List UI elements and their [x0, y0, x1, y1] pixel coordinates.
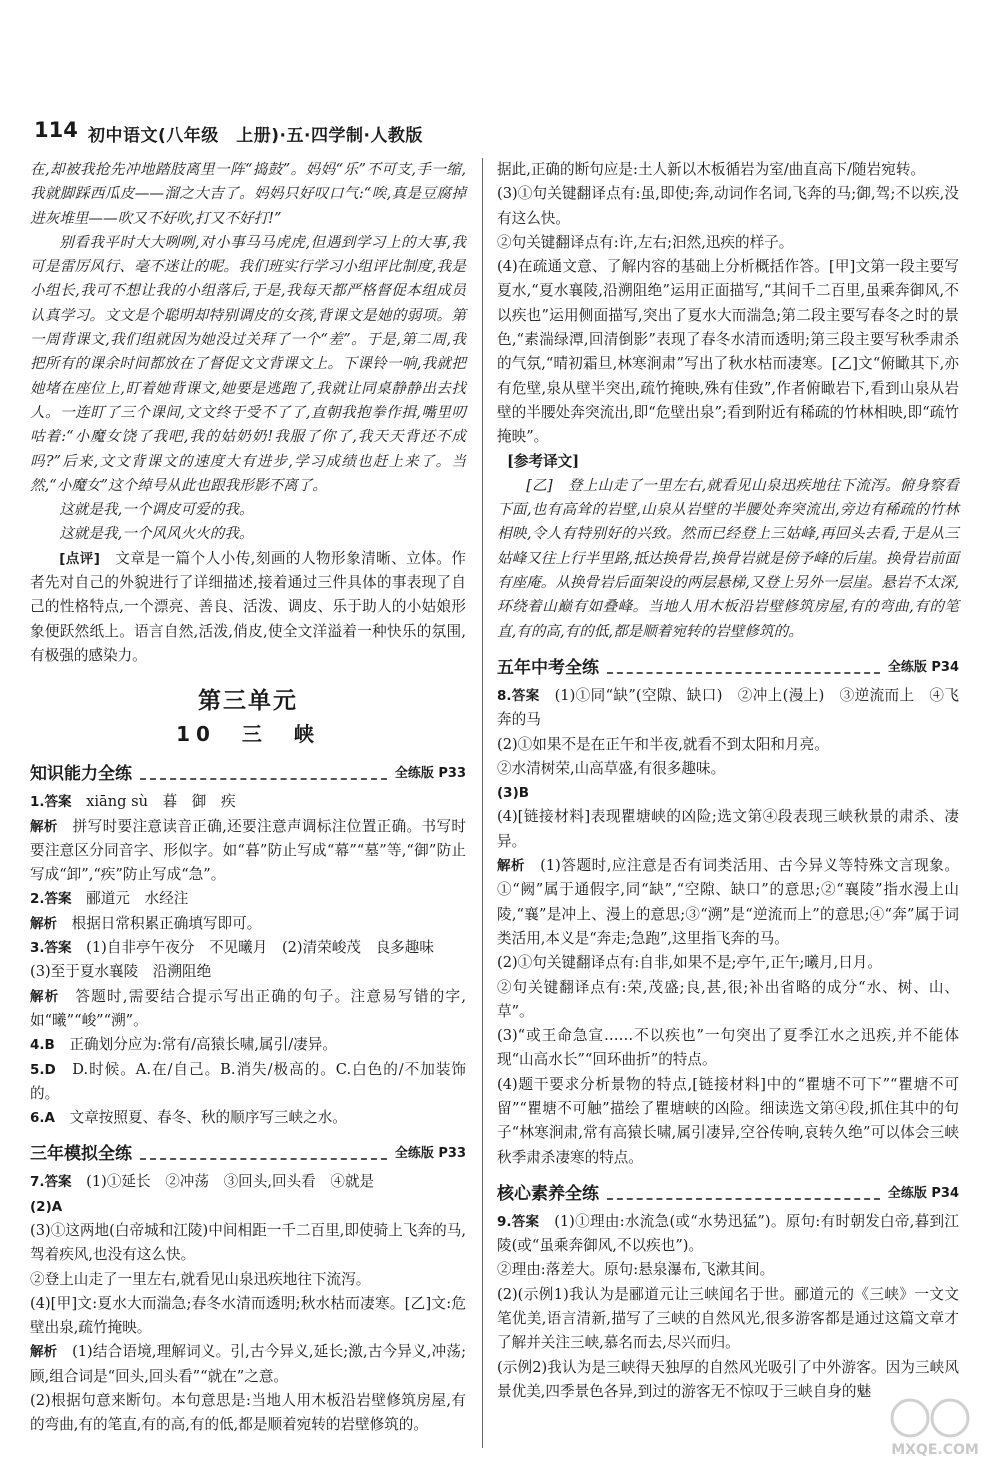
right-column — [497, 158, 959, 1404]
answer-line: 5.D D.时候。A.在/自己。B.消失/极高的。C.白色的/不加装饰的。 — [30, 1060, 466, 1102]
analysis-line: 解析 (1)结合语境,理解词义。引,古今异义,延长;激,古今异义,冲荡;顾,组合词是“回头,回头看”“就在”之意。 — [30, 1343, 466, 1385]
section-name: 知识能力全练 — [30, 763, 132, 784]
answer-line: (3)B — [497, 785, 530, 802]
section-rule — [607, 1198, 880, 1200]
answer-line: (4)[甲]文:夏水大而湍急;春冬水清而透明;秋水枯而凄寒。[乙]文:危壁出泉,疏竹掩映。 — [30, 1294, 466, 1337]
answer-line: (2)①如果不是在正午和半夜,就看不到太阳和月亮。 — [497, 735, 829, 753]
section-rule — [607, 672, 880, 674]
analysis-line: ②句关键翻译点有:许,左右;汩然,迅疾的样子。 — [497, 233, 794, 251]
section-header — [497, 650, 959, 680]
analysis-line: 据此,正确的断句应是:土人新以木板循岩为室/曲直高下/随岩宛转。 — [497, 161, 926, 178]
unit-title: 第三单元 — [198, 688, 298, 715]
answer-line: 7.答案 (1)①延长 ②冲荡 ③回头,回头看 ④就是 — [30, 1173, 375, 1191]
answer-line: ②水清树荣,山高草盛,有很多趣味。 — [497, 759, 726, 777]
reference-label: [参考译文] — [507, 452, 580, 470]
analysis-line: 解析 拼写时要注意读音正确,还要注意声调标注位置正确。书写时要注意区分同音字、形似字。如“暮”防止写成“幕”“墓”等,“御”防止写成“卸”,“疾”防止写成“急”。 — [30, 817, 466, 884]
analysis-line: (2)①句关键翻译点有:自非,如果不是;亭午,正午;曦月,日月。 — [497, 954, 882, 972]
answer-line: (2)A — [30, 1198, 63, 1215]
essay-paragraph: 这就是我,一个风风火火的我。 — [59, 525, 254, 543]
answer-line: (4)[链接材料]表现瞿塘峡的凶险;选文第④段表现三峡秋景的肃杀、凄异。 — [497, 808, 959, 850]
section-ref: 全练版 P34 — [887, 659, 959, 675]
answer-line: (示例2)我认为是三峡得天独厚的自然风光吸引了中外游客。因为三峡风景优美,四季景色各异,到过的游客无不惊叹于三峡自身的魅 — [497, 1358, 959, 1400]
analysis-line: (4)在疏通文意、了解内容的基础上分析概括作答。[甲]文第一段主要写夏水,“夏水襄陵,沿溯阻绝”运用正面描写,“其间千二百里,虽乘奔御风,不以疾也”运用侧面描写,突出了夏水大而湍急;第二段主要写春冬之时的景色,“素湍绿潭,回清倒影”表现了春冬水清而透明;第三段主要写秋季肃杀的气氛,“晴初霜旦,林寒涧肃”写出了秋水枯而凄寒。[乙]文“俯瞰其下,亦有危壁,泉从壁半突出,疏竹掩映,殊有佳致”,作者俯瞰岩下,看到山泉从岩壁的半腰处奔突流出,即“危壁出泉”;看到附近有稀疏的竹林相映,即“疏竹掩映”。 — [497, 258, 959, 446]
comment-text: 文章是一篇个人小传,刻画的人物形象清晰、立体。作者先对自己的外貌进行了详细描述,接着通过三件具体的事表现了自己的性格特点,一个漂亮、善良、活泼、调皮、乐于助人的小姑娘形象便跃然纸上。语言自然,活泼,俏皮,使全文洋溢着一种快乐的氛围,有极强的感染力。 — [30, 549, 466, 664]
answer-line: ②登上山走了一里左右,就看见山泉迅疾地往下流泻。 — [30, 1270, 371, 1288]
answer-line: 8.答案 (1)①同“缺”(空隙、缺口) ②冲上(漫上) ③逆流而上 ④飞奔的马 — [497, 686, 959, 729]
answer-line: 6.A 文章按照夏、春冬、秋的顺序写三峡之水。 — [30, 1109, 347, 1127]
section-header — [30, 756, 466, 786]
essay-paragraph: 别看我平时大大咧咧,对小事马马虎虎,但遇到学习上的大事,我可是雷厉风行、毫不迷让的呢。我们班实行学习小组评比制度,我是小组长,我可不想让我的小组落后,于是,我每天都严格督促本组成员认真学习。文文是个聪明却特别调皮的女孩,背课文是她的弱项。第一周背课文,我们组就因为她没过关拜了一个“差”。于是,第二周,我把所有的课余时间都放在了督促文文背课文上。下课铃一响,我就把她堵在座位上,盯着她背课文,她要是逃跑了,我就让同桌静静出去找人。一连盯了三个课间,文文终于受不了了,直朝我抱拳作揖,嘴里叨咕着:“小魔女饶了我吧,我的姑奶奶!我服了你了,我天天背还不成吗?”后来,文文背课文的速度大有进步,学习成绩也赶上来了。当然,“小魔女”这个绰号从此也跟我形影不离了。 — [30, 233, 466, 494]
answer-line: 3.答案 (1)自非亭午夜分 不见曦月 (2)清荣峻茂 良多趣味 — [30, 939, 434, 957]
comment-tag: [点评] — [59, 550, 100, 567]
analysis-line: 解析 (1)答题时,应注意是否有词类活用、古今异义等特殊文言现象。①“阙”属于通假字,同“缺”,“空隙、缺口”的意思;②“襄陵”指水漫上山陵,“襄”是冲上、漫上的意思;③“溯”是“逆流而上”的意思;④“奔”属于词类活用,本义是“奔走;急跑”,这里指飞奔的马。 — [497, 857, 959, 947]
analysis-line: (3)“或王命急宣……不以疾也”一句突出了夏季江水之迅疾,并不能体现“山高水长”“回环曲折”的特点。 — [497, 1027, 959, 1069]
section-rule — [140, 778, 387, 780]
watermark-logo — [880, 1390, 990, 1460]
section-header — [497, 1176, 959, 1206]
column-divider — [482, 158, 483, 1448]
page-title: 初中语文(八年级 上册)·五·四学制·人教版 — [88, 126, 423, 146]
answer-line: (3)①这两地(白帝城和江陵)中间相距一千二百里,即使骑上飞奔的马,驾着疾风,也没有这么快。 — [30, 1221, 466, 1264]
essay-paragraph: 在,却被我抢先冲地踏肢离里一阵“捣鼓”。妈妈“乐”不可支,手一缩,我就脚踩西瓜皮——溜之大吉了。妈妈只好叹口气:“唉,真是豆腐掉进灰堆里——吹又不好吹,打又不好打!” — [30, 161, 466, 227]
answer-line: 4.B 正确划分应为:常有/高猿长啸,属引/凄异。 — [30, 1036, 337, 1054]
section-header — [30, 1136, 466, 1166]
lesson-title: 10 三 峡 — [176, 722, 320, 747]
answer-line: 2.答案 郦道元 水经注 — [30, 890, 189, 908]
section-name: 核心素养全练 — [497, 1183, 599, 1204]
analysis-line: (2)根据句意来断句。本句意思是:当地人用木板沿岩壁修筑房屋,有的弯曲,有的笔直,有的高,有的低,都是顺着宛转的岩壁修筑的。 — [30, 1392, 466, 1434]
left-column — [30, 158, 466, 1438]
analysis-line: 解析 根据日常积累正确填写即可。 — [30, 914, 262, 932]
analysis-line: ②句关键翻译点有:荣,茂盛;良,甚,很;补出省略的成分“水、树、山、草”。 — [497, 978, 959, 1020]
answer-line: ②理由:落差大。原句:悬泉瀑布,飞漱其间。 — [497, 1261, 775, 1279]
watermark-text: MXQE.COM — [891, 1442, 979, 1458]
section-ref: 全练版 P34 — [887, 1185, 959, 1201]
section-ref: 全练版 P33 — [394, 1146, 466, 1162]
translation-text: [乙] 登上山走了一里左右,就看见山泉迅疾地往下流泻。俯身察看下面,也有高耸的岩壁,山泉从岩壁的半腰处奔突流出,旁边有稀疏的竹林相映,令人有特别好的兴致。然而已经登上三姑峰,再回头去看,于是从三姑峰又往上行半里路,抵达换骨岩,换骨岩就是傍予峰的后崖。换骨岩前面有座庵。从换骨岩后面架设的两层悬梯,又登上另外一层崖。悬岩不太深,环绕着山巅有如叠峰。当地人用木板沿岩壁修筑房屋,有的弯曲,有的笔直,有的高,有的低,都是顺着宛转的岩壁修筑的。 — [497, 476, 959, 640]
answer-line: (2)(示例1)我认为是郦道元让三峡闻名于世。郦道元的《三峡》一文文笔优美,语言清新,描写了三峡的自然风光,很多游客都是通过这篇文章才了解并关注三峡,慕名而去,尽兴而归。 — [497, 1285, 959, 1352]
section-ref: 全练版 P33 — [394, 765, 466, 781]
answer-line: (3)至于夏水襄陵 沿溯阻绝 — [30, 963, 212, 981]
comment-paragraph — [30, 547, 466, 668]
watermark-circle-icon — [892, 1400, 928, 1436]
page-header — [30, 118, 970, 148]
watermark-circle-icon — [932, 1400, 968, 1436]
analysis-line: 解析 答题时,需要结合提示写出正确的句子。注意易写错的字,如“曦”“峻”“溯”。 — [30, 987, 466, 1029]
section-name: 三年模拟全练 — [30, 1144, 132, 1165]
analysis-line: (4)题干要求分析景物的特点,[链接材料]中的“瞿塘不可下”“瞿塘不可留”“瞿塘不可触”描绘了瞿塘峡的凶险。细读选文第④段,抓住其中的句子“林寒涧肃,常有高猿长啸,属引凄异,空谷传响,哀转久绝”可以体会三峡秋季肃杀凄寒的特点。 — [497, 1075, 959, 1166]
page-number: 114 — [34, 118, 78, 142]
essay-paragraph: 这就是我,一个调皮可爱的我。 — [59, 501, 254, 519]
answer-line: 1.答案 xiāng sù 暮 御 疾 — [30, 793, 236, 811]
section-name: 五年中考全练 — [497, 657, 599, 678]
analysis-line: (3)①句关键翻译点有:虽,即使;奔,动词作名词,飞奔的马;御,驾;不以疾,没有这么快。 — [497, 185, 959, 227]
section-rule — [140, 1158, 387, 1160]
answer-line: 9.答案 (1)①理由:水流急(或“水势迅猛”)。原句:有时朝发白帝,暮到江陵(或“虽乘奔御风,不以疾也”)。 — [497, 1212, 959, 1255]
